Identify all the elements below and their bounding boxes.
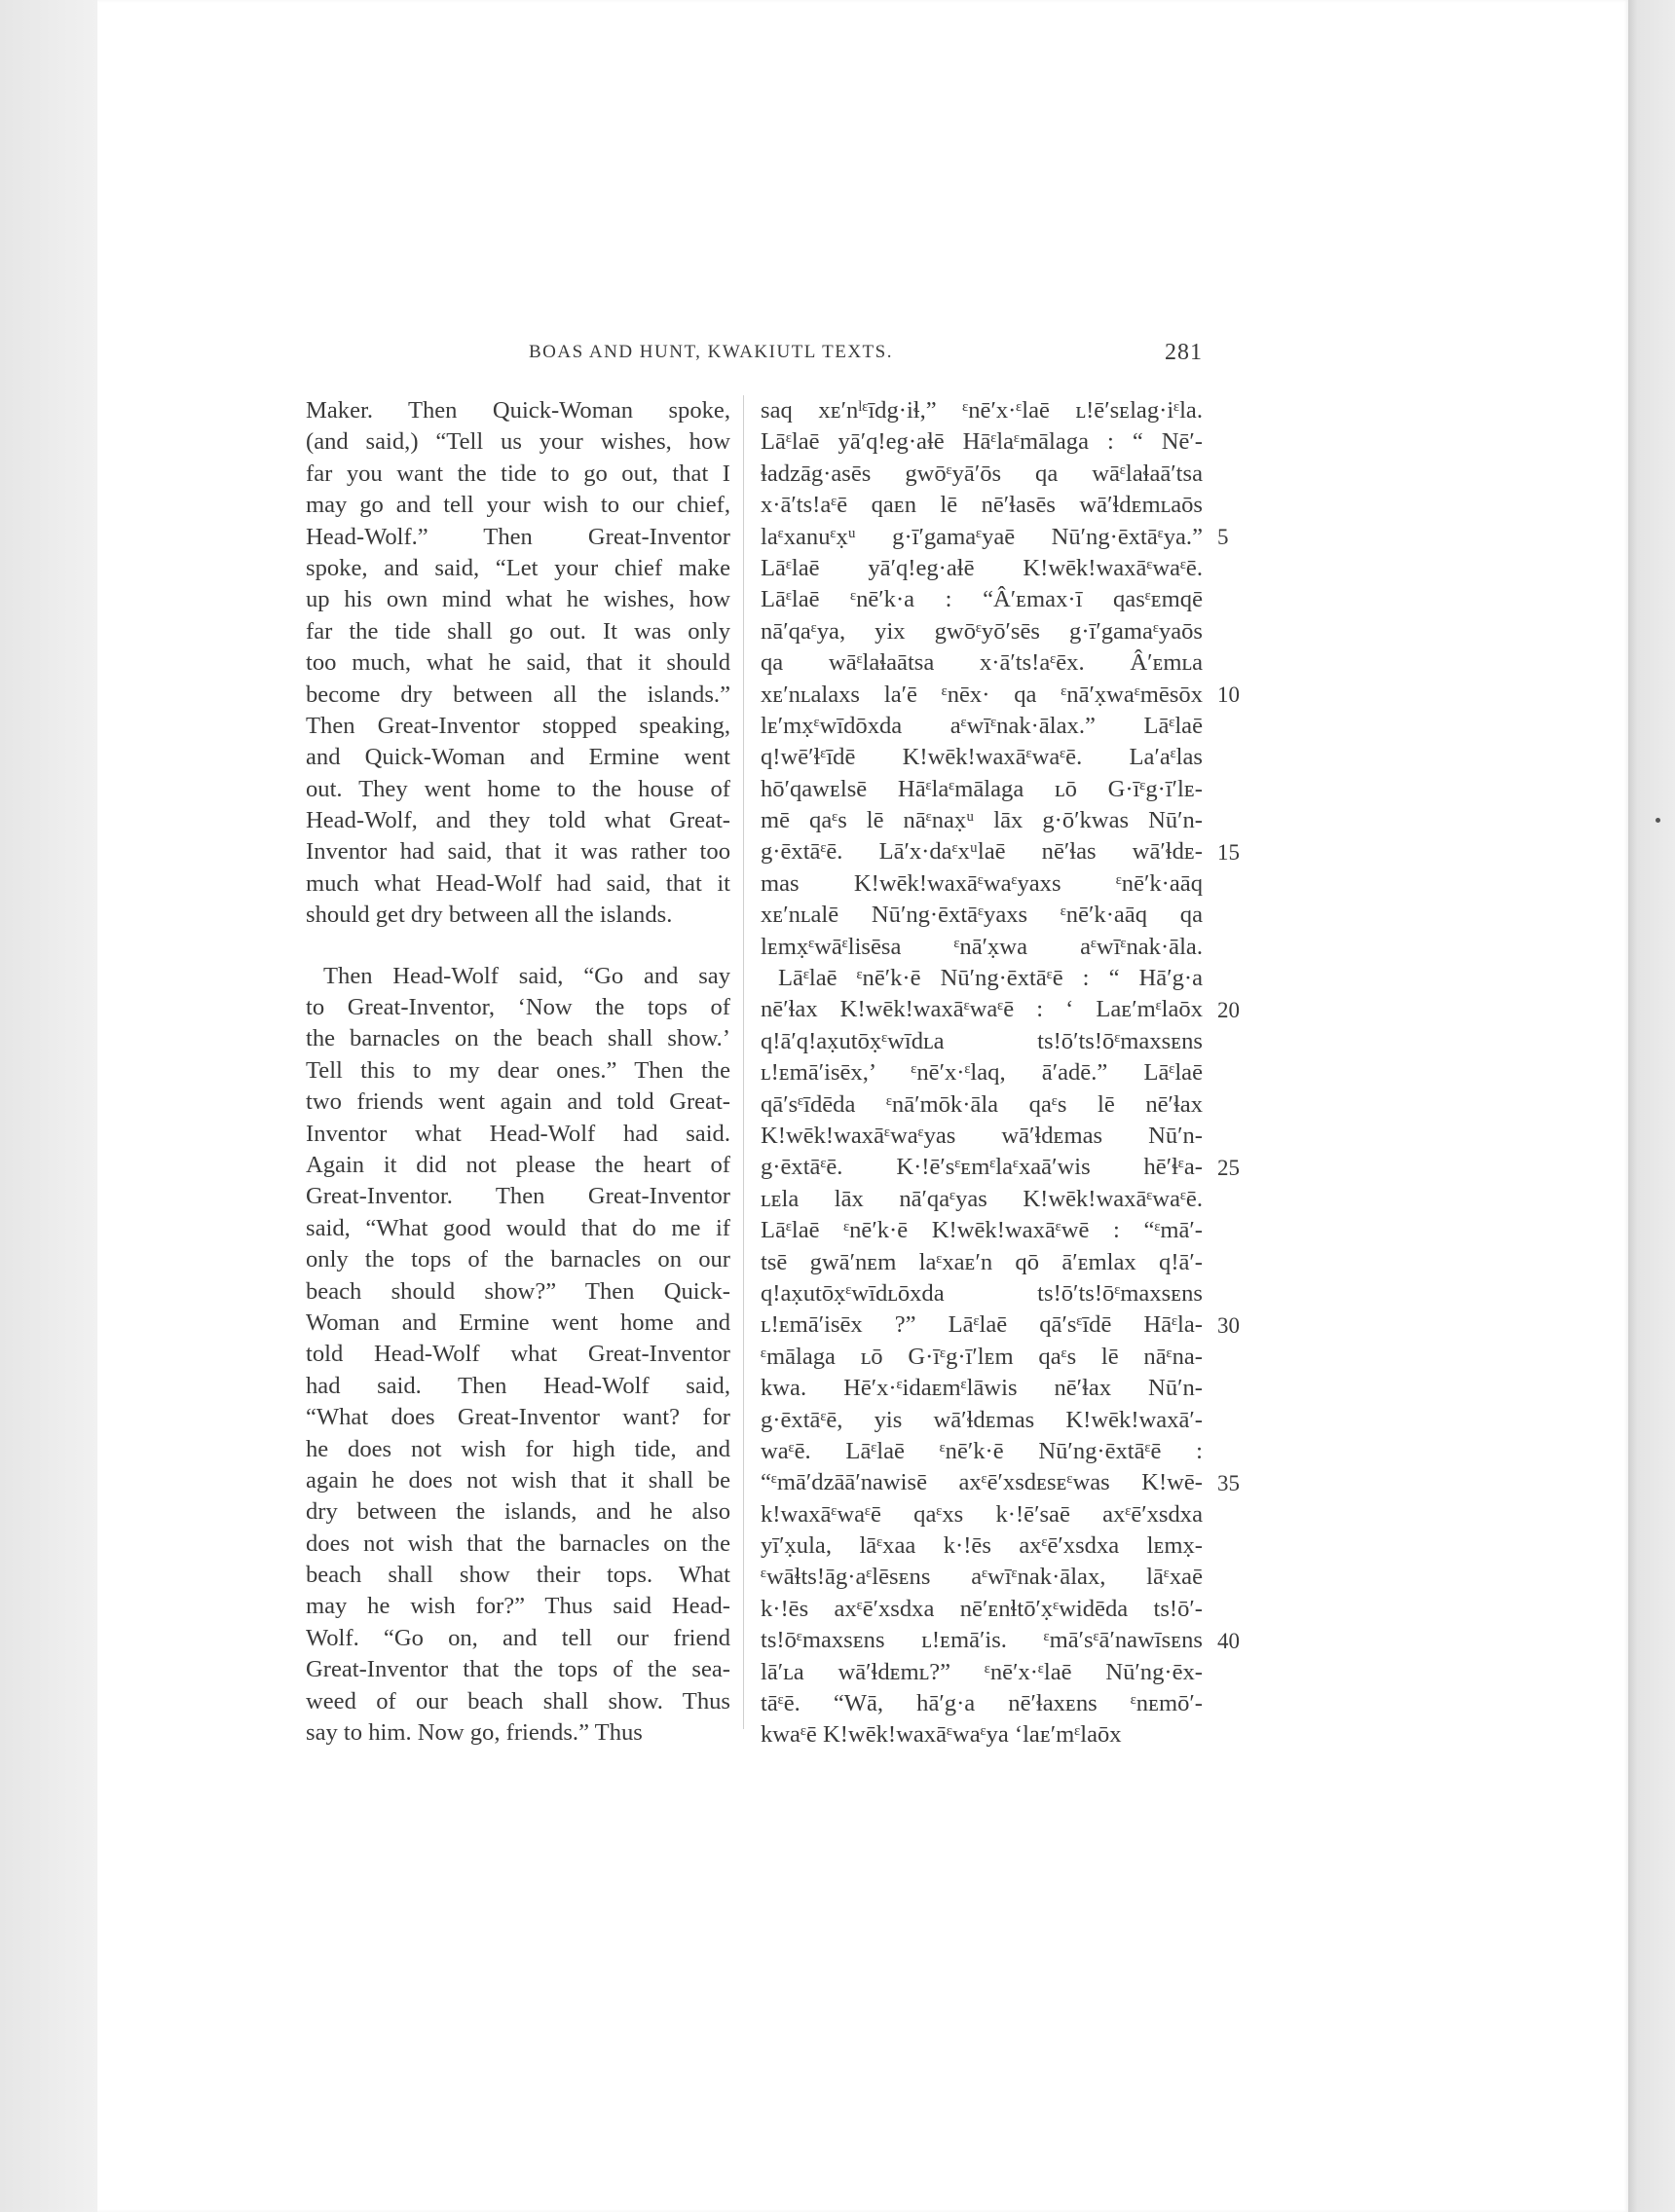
running-title: BOAS AND HUNT, KWAKIUTL TEXTS. <box>529 342 893 362</box>
translation-line: Woman and Ermine went home and <box>306 1309 730 1336</box>
kwakiutl-text-column <box>761 395 1203 1751</box>
line-number: 35 <box>1217 1470 1240 1495</box>
kwakiutl-line: k·!ēs axᵋē′xsdxa nē′ᴇnɬtō′x̣ᵋwidēda ts!ō′- <box>761 1595 1203 1622</box>
translation-line: out. They went home to the house of <box>306 775 730 802</box>
line-number: 30 <box>1217 1312 1240 1338</box>
kwakiutl-line: laᵋxanuᵋx̣ᵘ g·ī′gamaᵋyaē Nū′ng·ēxtāᵋya.” <box>761 523 1203 550</box>
kwakiutl-line: q!wē′ɬᵋīdē K!wēk!waxāᵋwaᵋē. La′aᵋlas <box>761 744 1203 771</box>
translation-line: far the tide shall go out. It was only <box>306 617 730 645</box>
kwakiutl-line: xᴇ′nʟalē Nū′ng·ēxtāᵋyaxs ᵋnē′k·aāq qa <box>761 902 1203 929</box>
translation-line: and Quick-Woman and Ermine went <box>306 744 730 771</box>
kwakiutl-line: mas K!wēk!waxāᵋwaᵋyaxs ᵋnē′k·aāq <box>761 869 1203 897</box>
translation-line: two friends went again and told Great- <box>306 1088 730 1116</box>
kwakiutl-line: qa wāᵋlaɬaātsa x·ā′ts!aᵋēx. Â′ᴇmʟa <box>761 649 1203 677</box>
kwakiutl-line: q!ā′q!ax̣utōx̣ᵋwīdʟa ts!ō′ts!ōᵋmaxsᴇns <box>761 1027 1203 1054</box>
kwakiutl-line: Lāᵋlaē yā′q!eg·aɬē Hāᵋlaᵋmālaga : “ Nē′- <box>761 428 1203 456</box>
kwakiutl-line: ʟ!ᴇmā′isēx,’ ᵋnē′x·ᵋlaq, ā′adē.” Lāᵋlaē <box>761 1059 1203 1087</box>
kwakiutl-line: g·ēxtāᵋē. K·!ē′sᵋᴇmᵋlaᵋxaā′wis hē′ɬᵋa- <box>761 1154 1203 1181</box>
line-number: 20 <box>1217 997 1240 1022</box>
translation-line: may he wish for?” Thus said Head- <box>306 1593 730 1620</box>
kwakiutl-line: ts!ōᵋmaxsᴇns ʟ!ᴇmā′is. ᵋmā′sᵋā′nawīsᴇns <box>761 1627 1203 1654</box>
kwakiutl-line: ɬadzāg·asēs gwōᵋyā′ōs qa wāᵋlaɬaā′tsa <box>761 460 1203 487</box>
kwakiutl-line: lᴇ′mx̣ᵋwīdōxda aᵋwīᵋnak·ālax.” Lāᵋlaē <box>761 712 1203 739</box>
line-number: 15 <box>1217 839 1240 865</box>
kwakiutl-line: tāᵋē. “Wā, hā′g·a nē′ɬaxᴇns ᵋnᴇmō′- <box>761 1690 1203 1717</box>
translation-line: too much, what he said, that it should <box>306 649 730 677</box>
kwakiutl-line: ᵋwāɬts!āg·aᵋlēsᴇns aᵋwīᵋnak·ālax, lāᵋxaē <box>761 1564 1203 1591</box>
translation-line: Maker. Then Quick-Woman spoke, <box>306 397 730 424</box>
line-number: 10 <box>1217 682 1240 707</box>
translation-line: to Great-Inventor, ‘Now the tops of <box>306 994 730 1021</box>
line-number: 40 <box>1217 1628 1240 1653</box>
translation-line: Head-Wolf.” Then Great-Inventor <box>306 523 730 550</box>
kwakiutl-line: x·ā′ts!aᵋē qaᴇn lē nē′ɬasēs wā′ɬdᴇmʟaōs <box>761 492 1203 519</box>
kwakiutl-line: Lāᵋlaē ᵋnē′k·a : “Â′ᴇmax·ī qasᵋᴇmqē <box>761 586 1203 613</box>
kwakiutl-line: ʟ!ᴇmā′isēx ?” Lāᵋlaē qā′sᵋīdē Hāᵋla- <box>761 1311 1203 1339</box>
kwakiutl-line: xᴇ′nʟalaxs la′ē ᵋnēx· qa ᵋnā′x̣waᵋmēsōx <box>761 681 1203 708</box>
kwakiutl-line: g·ēxtāᵋē. Lā′x·daᵋxᵘlaē nē′ɬas wā′ɬdᴇ- <box>761 838 1203 866</box>
translation-line: become dry between all the islands.” <box>306 681 730 708</box>
line-number: 25 <box>1217 1155 1240 1180</box>
translation-line: (and said,) “Tell us your wishes, how <box>306 428 730 456</box>
kwakiutl-line: qā′sᵋīdēda ᵋnā′mōk·āla qaᵋs lē nē′ɬax <box>761 1090 1203 1118</box>
kwakiutl-line: k!waxāᵋwaᵋē qaᵋxs k·!ē′saē axᵋē′xsdxa <box>761 1500 1203 1528</box>
kwakiutl-line: nā′qaᵋya, yix gwōᵋyō′sēs g·ī′gamaᵋyaōs <box>761 617 1203 645</box>
kwakiutl-line: yī′x̣ula, lāᵋxaa k·!ēs axᵋē′xsdxa lᴇmx̣- <box>761 1532 1203 1560</box>
translation-line: he does not wish for high tide, and <box>306 1435 730 1462</box>
kwakiutl-line: kwa. Hē′x·ᵋidaᴇmᵋlāwis nē′ɬax Nū′n- <box>761 1375 1203 1402</box>
scan-speck <box>1656 818 1660 823</box>
page-number: 281 <box>1165 340 1203 365</box>
kwakiutl-line: Lāᵋlaē ᵋnē′k·ē Nū′ng·ēxtāᵋē : “ Hā′g·a <box>778 965 1203 992</box>
translation-line: Head-Wolf, and they told what Great- <box>306 807 730 834</box>
translation-line: may go and tell your wish to our chief, <box>306 492 730 519</box>
translation-line: spoke, and said, “Let your chief make <box>306 554 730 581</box>
kwakiutl-line: Lāᵋlaē yā′q!eg·aɬē K!wēk!waxāᵋwaᵋē. <box>761 554 1203 581</box>
kwakiutl-line: lᴇmx̣ᵋwāᵋlisēsa ᵋnā′x̣wa aᵋwīᵋnak·āla. <box>761 933 1203 960</box>
translation-line: Again it did not please the heart of <box>306 1151 730 1178</box>
kwakiutl-line: mē qaᵋs lē nāᵋnax̣ᵘ lāx g·ō′kwas Nū′n- <box>761 807 1203 834</box>
kwakiutl-line: waᵋē. Lāᵋlaē ᵋnē′k·ē Nū′ng·ēxtāᵋē : <box>761 1437 1203 1464</box>
translation-line: again he does not wish that it shall be <box>306 1466 730 1493</box>
english-translation-column <box>306 395 730 1749</box>
kwakiutl-line: ʟᴇla lāx nā′qaᵋyas K!wēk!waxāᵋwaᵋē. <box>761 1185 1203 1212</box>
column-divider <box>743 395 744 1729</box>
kwakiutl-line: ᵋmālaga ʟō G·īᵋg·ī′lᴇm qaᵋs lē nāᵋna- <box>761 1343 1203 1370</box>
translation-line: told Head-Wolf what Great-Inventor <box>306 1341 730 1368</box>
paragraph-gap <box>306 932 730 961</box>
running-header <box>529 342 1203 371</box>
kwakiutl-line: hō′qawᴇlsē Hāᵋlaᵋmālaga ʟō G·īᵋg·ī′lᴇ- <box>761 775 1203 802</box>
translation-line: Great-Inventor that the tops of the sea- <box>306 1656 730 1683</box>
kwakiutl-line: nē′ɬax K!wēk!waxāᵋwaᵋē : ‘ Laᴇ′mᵋlaōx <box>761 996 1203 1023</box>
translation-line: say to him. Now go, friends.” Thus <box>306 1719 643 1747</box>
kwakiutl-line: kwaᵋē K!wēk!waxāᵋwaᵋya ‘laᴇ′mᵋlaōx <box>761 1721 1122 1749</box>
translation-line: Inventor had said, that it was rather too <box>306 838 730 866</box>
translation-line: does not wish that the barnacles on the <box>306 1530 730 1557</box>
kwakiutl-line: K!wēk!waxāᵋwaᵋyas wā′ɬdᴇmas Nū′n- <box>761 1122 1203 1149</box>
translation-line: beach should show?” Then Quick- <box>306 1277 730 1305</box>
kwakiutl-line: “ᵋmā′dzāā′nawisē axᵋē′xsdᴇsᴇᵋwas K!wē- <box>761 1469 1203 1496</box>
translation-line: Wolf. “Go on, and tell our friend <box>306 1624 730 1651</box>
translation-line: Great-Inventor. Then Great-Inventor <box>306 1183 730 1210</box>
translation-line: much what Head-Wolf had said, that it <box>306 869 730 897</box>
scan-left-margin <box>0 0 97 2212</box>
translation-line: weed of our beach shall show. Thus <box>306 1687 730 1714</box>
translation-line: only the tops of the barnacles on our <box>306 1246 730 1273</box>
translation-line: far you want the tide to go out, that I <box>306 460 730 487</box>
translation-line: said, “What good would that do me if <box>306 1214 730 1241</box>
kwakiutl-line: saq xᴇ′nˡᵋīdg·iɬ,” ᵋnē′x·ᵋlaē ʟ!ē′sᴇlag·iᵋla. <box>761 397 1203 424</box>
translation-line: Then Head-Wolf said, “Go and say <box>323 962 730 989</box>
translation-line: the barnacles on the beach shall show.’ <box>306 1025 730 1052</box>
page-edge-shadow <box>1628 0 1675 2212</box>
translation-line: beach shall show their tops. What <box>306 1562 730 1589</box>
kwakiutl-line: tsē gwā′nᴇm laᵋxaᴇ′n qō ā′ᴇmlax q!ā′- <box>761 1248 1203 1275</box>
kwakiutl-line: Lāᵋlaē ᵋnē′k·ē K!wēk!waxāᵋwē : “ᵋmā′- <box>761 1217 1203 1244</box>
translation-line: Then Great-Inventor stopped speaking, <box>306 712 730 739</box>
translation-line: Inventor what Head-Wolf had said. <box>306 1120 730 1147</box>
translation-line: Tell this to my dear ones.” Then the <box>306 1056 730 1084</box>
translation-line: had said. Then Head-Wolf said, <box>306 1372 730 1399</box>
kwakiutl-line: lā′ʟa wā′ɬdᴇmʟ?” ᵋnē′x·ᵋlaē Nū′ng·ēx- <box>761 1658 1203 1685</box>
line-number: 5 <box>1217 524 1229 549</box>
translation-line: up his own mind what he wishes, how <box>306 586 730 613</box>
kwakiutl-line: q!ax̣utōx̣ᵋwīdʟōxda ts!ō′ts!ōᵋmaxsᴇns <box>761 1279 1203 1307</box>
kwakiutl-line: g·ēxtāᵋē, yis wā′ɬdᴇmas K!wēk!waxā′- <box>761 1406 1203 1433</box>
translation-line: should get dry between all the islands. <box>306 902 673 929</box>
translation-line: dry between the islands, and he also <box>306 1498 730 1526</box>
translation-line: “What does Great-Inventor want? for <box>306 1404 730 1431</box>
